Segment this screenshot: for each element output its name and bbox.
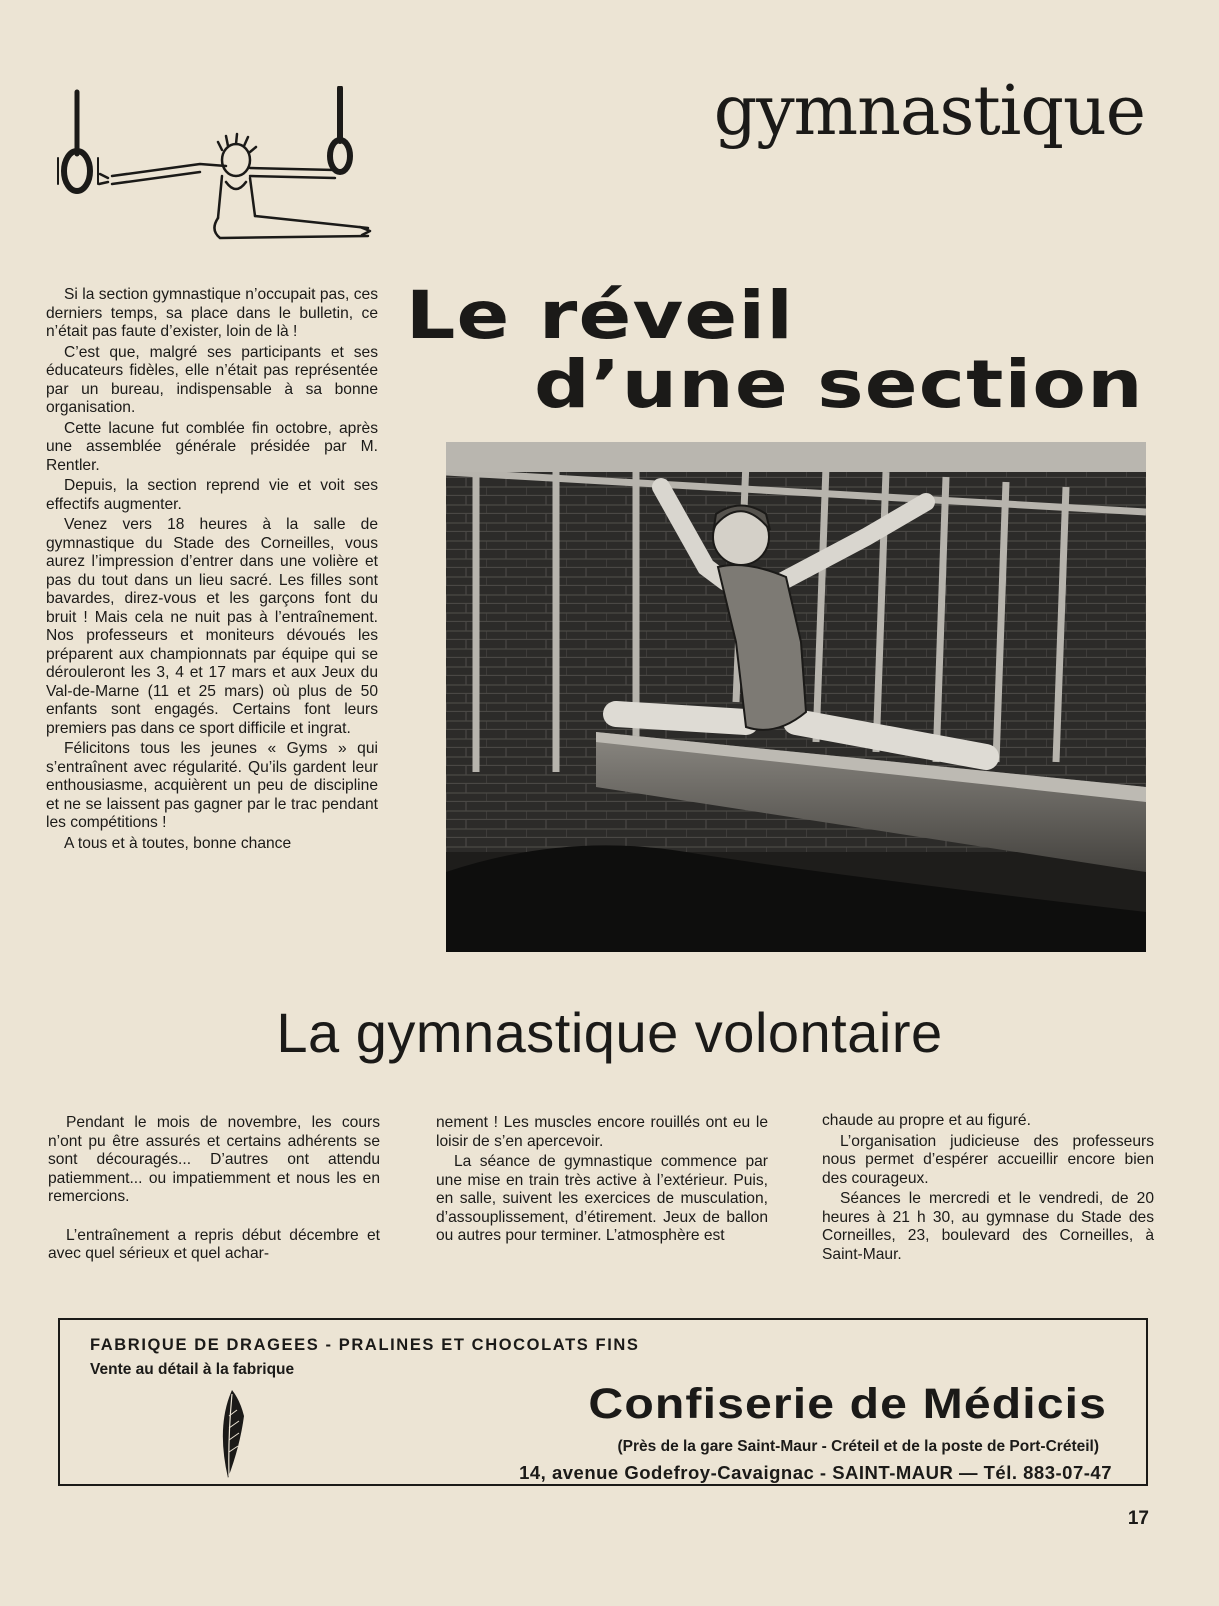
- article-paragraph: Si la section gymnastique n’occupait pas, ces derniers temps, sa place dans le bulletin, ce n’était pas faute d’exister, loin de là !: [46, 286, 378, 340]
- article-paragraph: Félicitons tous les jeunes « Gyms » qui s’entraînent avec régularité. Qu’ils gardent leur enthousiasme, acquièrent un peu de discipline et ne se laissent pas gagner par le trac pendant les compétitions !: [46, 740, 378, 831]
- article-paragraph: Depuis, la section reprend vie et voit ses effectifs augmenter.: [46, 477, 378, 513]
- article-paragraph: Pendant le mois de novembre, les cours n’ont pu être assurés et certains adhérents se sont découragés... D’autres ont attendu patiemment... ou impatiemment et nous les en remercions.: [48, 1114, 380, 1205]
- article-paragraph: L’entraînement a repris début décembre et avec quel sérieux et quel achar-: [48, 1226, 380, 1262]
- article-paragraph: L’organisation judicieuse des professeurs nous permet d’espérer accueillir encore bien des courageux.: [822, 1132, 1154, 1187]
- advert-brand: Confiserie de Médicis: [588, 1380, 1107, 1428]
- article-2-column-2: [436, 1114, 768, 1248]
- article-2-column-1: [48, 1114, 380, 1266]
- article-paragraph: C’est que, malgré ses participants et ses éducateurs fidèles, elle n’était pas représentée par un bureau, indispensable à sa bonne organisation.: [46, 343, 378, 416]
- article-paragraph: A tous et à toutes, bonne chance: [64, 834, 292, 852]
- gymnast-rings-illustration: [50, 86, 380, 251]
- article-paragraph: Venez vers 18 heures à la salle de gymnastique du Stade des Corneilles, vous aurez l’impression d’entrer dans une volière et pas du tout dans un lieu sacré. Les filles sont bavardes, direz-vous et les garçons font du bruit ! Mais cela ne nuit pas à l’entraînement. Nos professeurs et moniteurs dévoués les préparent aux championnats par équipe qui se dérouleront les 3, 4 et 17 mars et aux Jeux du Val-de-Marne (11 et 25 mars) où plus de 50 enfants sont engagés. Certains font leurs premiers pas dans ce sport difficile et ingrat.: [46, 516, 378, 737]
- page-number: 17: [1127, 1508, 1149, 1529]
- advert-products: FABRIQUE DE DRAGEES - PRALINES ET CHOCOLATS FINS: [90, 1336, 640, 1354]
- article-2-title: La gymnastique volontaire: [276, 1001, 943, 1064]
- article-paragraph: La séance de gymnastique commence par une mise en train très active à l’extérieur. Puis, en salle, suivent les exercices de musculation, d’assouplissement, d’étirement. Jeux de ballon ou autres pour terminer. L’atmosphère est: [436, 1153, 768, 1244]
- article-paragraph: Cette lacune fut comblée fin octobre, après une assemblée générale présidée par M. Rentler.: [46, 419, 378, 474]
- gymnast-photo: [446, 442, 1146, 952]
- headline-line-2: d’une section: [534, 346, 1144, 423]
- article-paragraph: chaude au propre et au figuré.: [822, 1112, 1031, 1129]
- article-2-column-3: [822, 1112, 1154, 1266]
- section-title: gymnastique: [713, 72, 1145, 151]
- article-paragraph: Séances le mercredi et le vendredi, de 20 heures à 21 h 30, au gymnase du Stade des Corneilles, 23, boulevard des Corneilles, à Saint-Maur.: [822, 1190, 1154, 1263]
- headline-line-1: Le réveil: [405, 277, 794, 354]
- article-paragraph: nement ! Les muscles encore rouillés ont eu le loisir de s’en apercevoir.: [436, 1114, 768, 1150]
- feather-icon: [210, 1386, 250, 1481]
- advert-retail-note: Vente au détail à la fabrique: [90, 1361, 295, 1378]
- advert-location-note: (Près de la gare Saint-Maur - Créteil et de la poste de Port-Créteil): [617, 1438, 1099, 1455]
- advert-address: 14, avenue Godefroy-Cavaignac - SAINT-MAUR — Tél. 883-07-47: [519, 1462, 1112, 1483]
- article-body-column: [46, 286, 378, 855]
